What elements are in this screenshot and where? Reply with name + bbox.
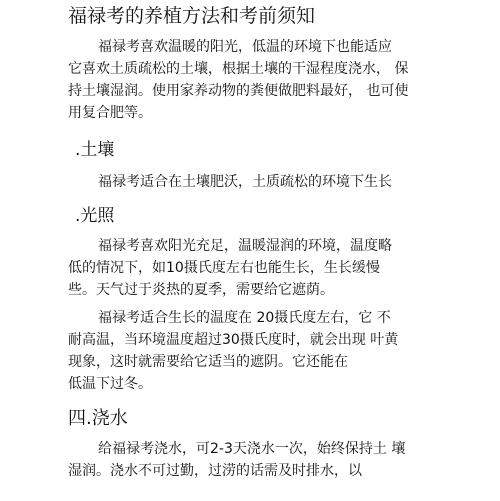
page-title: 福禄考的养植方法和考前须知	[68, 5, 316, 27]
intro-line: 用复合肥等。	[68, 105, 152, 121]
section-heading-soil: .土壤	[75, 140, 115, 160]
light-paragraph-1	[68, 235, 392, 301]
intro-paragraph	[68, 36, 408, 124]
water-paragraph	[68, 438, 405, 482]
intro-line: 持土壤湿润。使用家养动物的粪便做肥料最好， 也可使	[68, 83, 409, 99]
intro-line: 福禄考喜欢温暖的阳光，低温的环境下也能适应	[98, 39, 392, 55]
light-line: 福禄考喜欢阳光充足，温暖湿润的环境，温度略	[98, 238, 392, 254]
light-line: 现象，这时就需要给它适当的遮阴。它还能在	[68, 354, 348, 370]
water-line: 给福禄考浇水，可2-3天浇水一次，始终保持土 壤	[98, 441, 406, 457]
light-line: 低温下过冬。	[68, 376, 152, 392]
water-line: 湿润。浇水不可过勤，过涝的话需及时排水，以	[68, 463, 362, 479]
light-paragraph-2	[68, 307, 398, 395]
section-heading-water: 四.浇水	[68, 408, 128, 429]
soil-line: 福禄考适合在土壤肥沃，土质疏松的环境下生长	[98, 174, 392, 190]
light-line: 耐高温，当环境温度超过30摄氏度时，就会出现 叶黄	[68, 332, 399, 348]
light-line: 低的情况下，如10摄氏度左右也能生长，生长缓慢	[68, 260, 380, 276]
intro-line: 它喜欢土质疏松的土壤，根据土壤的干湿程度浇水， 保	[68, 61, 409, 77]
section-heading-light: .光照	[75, 206, 115, 226]
light-line: 些。天气过于炎热的夏季，需要给它遮荫。	[68, 282, 334, 298]
soil-paragraph	[68, 171, 392, 193]
light-line: 福禄考适合生长的温度在 20摄氏度左右，它 不	[98, 310, 391, 326]
